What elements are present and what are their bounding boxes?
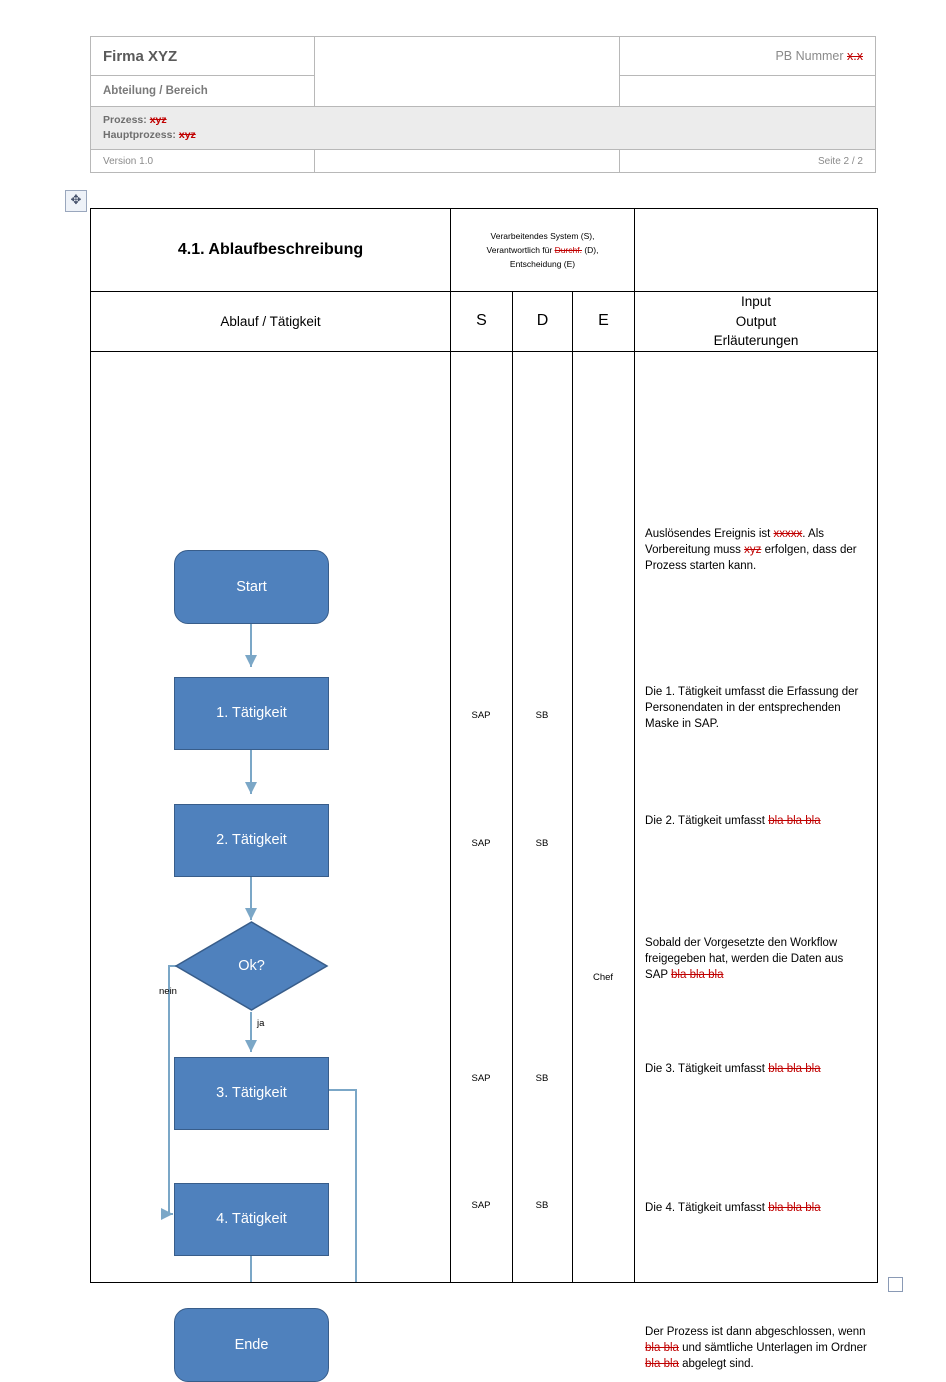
note-row-7-strike-2: bla bla [645,1358,679,1371]
note-row-1 [645,526,867,575]
legend-cell [451,209,635,292]
cell-s-row6: SAP [471,1199,491,1211]
note-row-7-strike-1: bla bla [645,1342,679,1355]
header-version: Version 1.0 [91,150,315,173]
note-row-1-post: erfolgen, dass der Prozess starten kann. [645,544,857,573]
header-pb-label: PB Nummer [775,49,844,63]
note-row-2-pre: Die 1. Tätigkeit umfasst die Erfassung der Personendaten in der entsprechenden Maske in SAP. [645,685,859,731]
note-row-1-strike-2: xyz [744,544,762,557]
table-row-body [91,351,878,1282]
flow-node-task-1-label: 1. Tätigkeit [216,705,287,722]
note-row-7-pre: Der Prozess ist dann abgeschlossen, wenn [645,1325,866,1338]
flow-node-end[interactable] [174,1308,329,1382]
column-header-s: S [451,292,513,352]
legend-line-2-strike: Durchf. [554,244,582,255]
note-row-7-mid: und sämtliche Unterlagen im Ordner [678,1342,867,1355]
column-header-e: E [573,292,635,352]
column-header-io-line1: Input [741,294,772,309]
flow-node-decision[interactable] [174,920,329,1012]
header-mainprocess-value: xyz [178,129,196,141]
column-header-ablauf: Ablauf / Tätigkeit [91,292,451,352]
flow-node-task-1[interactable] [174,677,329,750]
cell-s-row2: SAP [471,709,491,721]
move-icon[interactable]: ✥ [65,190,87,212]
note-row-6 [645,1200,867,1216]
flow-node-task-4-label: 4. Tätigkeit [216,1211,287,1228]
note-row-4-pre: Sobald der Vorgesetzte den Workflow freigegeben hat, werden die Daten aus SAP [645,936,844,982]
flow-node-task-3-label: 3. Tätigkeit [216,1085,287,1102]
column-d-cell [513,351,573,1282]
page-corner-handle[interactable] [888,1277,903,1292]
note-row-4-strike-1: bla bla bla [671,969,724,982]
note-row-3 [645,813,867,829]
flow-node-decision-label: Ok? [238,957,265,974]
flow-node-task-4[interactable] [174,1183,329,1256]
note-row-3-strike-1: bla bla bla [768,814,821,827]
header-process-value: xyz [149,113,167,126]
flow-node-start-label: Start [236,578,267,595]
column-header-io-line2: Output [735,313,777,329]
legend-line-2-pre: Verantwortlich für [486,244,555,255]
note-row-3-pre: Die 2. Tätigkeit umfasst [645,814,769,827]
flow-node-start[interactable] [174,550,329,624]
note-row-5-strike-1: bla bla bla [768,1062,821,1075]
column-e-cell [573,351,635,1282]
column-header-io [635,292,878,352]
note-row-7 [645,1324,867,1373]
note-row-1-pre: Auslösendes Ereignis ist [645,527,774,540]
column-header-io-line3: Erläuterungen [713,333,799,349]
note-row-1-strike-1: xxxxx [773,527,803,540]
flow-node-task-2-label: 2. Tätigkeit [216,832,287,849]
cell-d-row3: SB [535,837,549,849]
header-firm: Firma XYZ [91,37,315,76]
note-row-6-strike-1: bla bla bla [768,1201,821,1214]
header-pb-value: x.x [847,49,863,63]
cell-s-row3: SAP [471,837,491,849]
note-row-6-pre: Die 4. Tätigkeit umfasst [645,1201,769,1214]
cell-d-row6: SB [535,1199,549,1211]
column-header-d: D [513,292,573,352]
note-row-5 [645,1061,867,1077]
cell-e-row4: Chef [592,971,614,983]
cell-s-row5: SAP [471,1072,491,1084]
cell-d-row2: SB [535,709,549,721]
header-page-number: Seite 2 / 2 [620,150,876,173]
note-row-4 [645,935,867,984]
cell-d-row5: SB [535,1072,549,1084]
legend-line-1: Verarbeitendes System (S), [490,230,595,241]
column-s-cell [451,351,513,1282]
header-right-blank [620,76,876,107]
flowchart [91,352,450,1353]
title-row-blank [635,209,878,292]
header-process-label: Prozess: [103,113,147,126]
flow-node-task-3[interactable] [174,1057,329,1130]
header-process-block [91,107,876,150]
column-notes-cell [635,351,878,1371]
table-row-title [91,209,878,292]
section-title: 4.1. Ablaufbeschreibung [91,209,451,292]
header-pb-number [620,37,876,76]
header-row-version [91,150,876,173]
note-row-2 [645,684,867,733]
table-row-headers [91,292,878,352]
legend-line-3: Entscheidung (E) [509,259,576,269]
header-version-blank [315,150,620,173]
flowchart-cell [91,351,451,1353]
edge-label-ja: ja [257,1017,265,1029]
process-description-table [90,208,878,1371]
flow-node-end-label: Ende [234,1336,269,1353]
note-row-1-mid: . Als Vorbereitung muss [645,527,824,557]
note-row-5-pre: Die 3. Tätigkeit umfasst [645,1062,769,1075]
legend-line-2-post: (D), [581,244,599,255]
header-row-firm [91,37,876,76]
header-middle-blank [315,37,620,107]
header-department: Abteilung / Bereich [91,76,315,107]
header-mainprocess-label: Hauptprozess: [103,129,176,141]
note-row-7-post: abgelegt sind. [678,1358,754,1371]
header-row-process [91,107,876,150]
flow-node-task-2[interactable] [174,804,329,877]
edge-label-nein: nein [159,985,177,997]
document-header-table [90,36,876,173]
